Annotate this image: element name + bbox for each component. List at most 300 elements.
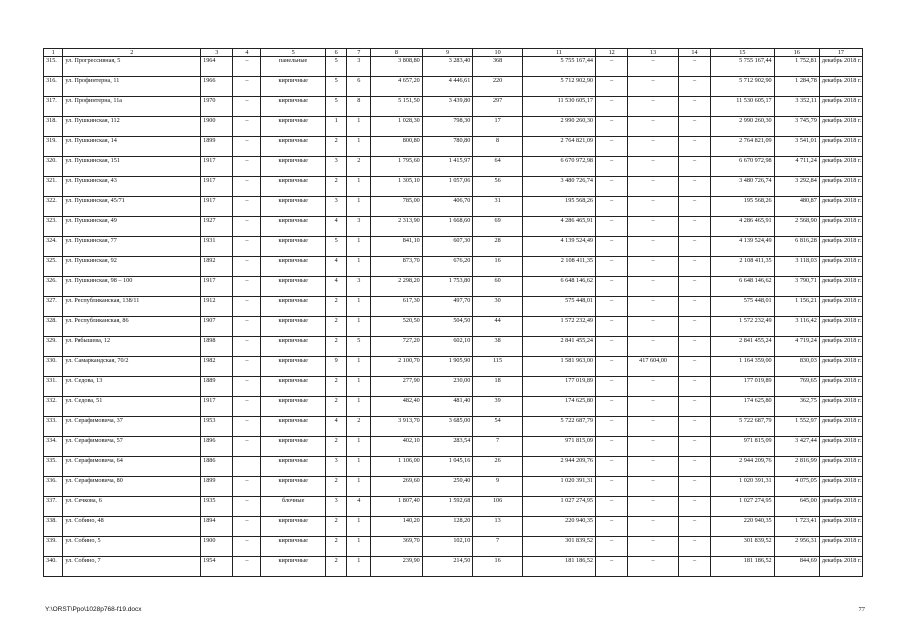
table-cell: декабрь 2018 г. xyxy=(819,277,862,297)
table-cell: 4 xyxy=(325,277,347,297)
table-cell: – xyxy=(678,477,710,497)
table-cell: декабрь 2018 г. xyxy=(819,537,862,557)
table-cell: 5 755 167,44 xyxy=(522,57,595,77)
table-cell: – xyxy=(628,297,679,317)
table-cell: – xyxy=(596,237,628,257)
table-cell: 4 075,05 xyxy=(774,477,819,497)
table-cell: 2 xyxy=(325,517,347,537)
table-row xyxy=(44,397,863,417)
table-cell: 2 xyxy=(325,137,347,157)
table-row xyxy=(44,137,863,157)
table-cell: 3 439,80 xyxy=(422,97,473,117)
table-cell: 1 xyxy=(325,117,347,137)
table-cell: ул. Сечкова, 6 xyxy=(63,497,201,517)
table-cell: – xyxy=(596,417,628,437)
table-cell: 1927 xyxy=(201,217,233,237)
table-cell: 5 755 167,44 xyxy=(711,57,774,77)
table-cell: 1 057,06 xyxy=(422,177,473,197)
table-cell: – xyxy=(678,517,710,537)
table-cell: 56 xyxy=(473,177,523,197)
table-cell: декабрь 2018 г. xyxy=(819,297,862,317)
table-body xyxy=(44,49,863,577)
table-cell: 28 xyxy=(473,237,523,257)
table-cell: – xyxy=(233,477,261,497)
table-cell: 128,20 xyxy=(422,517,473,537)
table-cell: 16 xyxy=(473,557,523,577)
table-cell: – xyxy=(233,237,261,257)
table-cell: 2 xyxy=(325,537,347,557)
table-cell: – xyxy=(596,437,628,457)
table-cell: кирпичные xyxy=(261,197,326,217)
table-cell: – xyxy=(596,397,628,417)
table-cell: ул. Пушкинская, 151 xyxy=(63,157,201,177)
table-cell: 480,87 xyxy=(774,197,819,217)
table-cell: ул. Серафимовича, 80 xyxy=(63,477,201,497)
table-row xyxy=(44,97,863,117)
table-cell: 1 xyxy=(347,437,371,457)
table-cell: 214,50 xyxy=(422,557,473,577)
table-cell: 1 723,41 xyxy=(774,517,819,537)
table-cell: декабрь 2018 г. xyxy=(819,317,862,337)
table-cell: декабрь 2018 г. xyxy=(819,557,862,577)
table-cell: 1899 xyxy=(201,137,233,157)
table-cell: 1 xyxy=(347,357,371,377)
table-cell: 780,80 xyxy=(422,137,473,157)
table-cell: 1 552,97 xyxy=(774,417,819,437)
table-cell: – xyxy=(678,397,710,417)
table-cell: 617,30 xyxy=(371,297,423,317)
table-cell: – xyxy=(678,157,710,177)
table-row xyxy=(44,297,863,317)
column-header: 14 xyxy=(678,49,710,57)
table-cell: 140,20 xyxy=(371,517,423,537)
table-row xyxy=(44,197,863,217)
table-cell: 1 905,90 xyxy=(422,357,473,377)
table-cell: – xyxy=(678,337,710,357)
table-cell: 13 xyxy=(473,517,523,537)
table-cell: 2 108 411,35 xyxy=(522,257,595,277)
table-cell: 277,90 xyxy=(371,377,423,397)
table-cell: ул. Собино, 48 xyxy=(63,517,201,537)
table-cell: 340. xyxy=(44,557,63,577)
table-cell: 1953 xyxy=(201,417,233,437)
table-cell: 337. xyxy=(44,497,63,517)
table-cell: 2 764 821,09 xyxy=(522,137,595,157)
table-cell: – xyxy=(596,217,628,237)
table-cell: декабрь 2018 г. xyxy=(819,457,862,477)
table-cell: 3 790,71 xyxy=(774,277,819,297)
table-cell: – xyxy=(596,77,628,97)
table-row xyxy=(44,177,863,197)
table-cell: 482,40 xyxy=(371,397,423,417)
table-cell: – xyxy=(596,497,628,517)
table-cell: декабрь 2018 г. xyxy=(819,357,862,377)
table-cell: декабрь 2018 г. xyxy=(819,497,862,517)
table-cell: 320. xyxy=(44,157,63,177)
table-cell: ул. Пушкинская, 43 xyxy=(63,177,201,197)
table-cell: 195 568,26 xyxy=(711,197,774,217)
table-cell: 5 xyxy=(325,97,347,117)
table-cell: 334. xyxy=(44,437,63,457)
table-cell: 4 xyxy=(347,497,371,517)
table-cell: 1 xyxy=(347,477,371,497)
table-cell: кирпичные xyxy=(261,117,326,137)
table-cell: кирпичные xyxy=(261,417,326,437)
table-cell: 575 448,01 xyxy=(711,297,774,317)
table-row xyxy=(44,117,863,137)
table-cell: 1912 xyxy=(201,297,233,317)
table-cell: 338. xyxy=(44,517,63,537)
table-cell: – xyxy=(678,497,710,517)
table-row xyxy=(44,477,863,497)
table-cell: – xyxy=(233,297,261,317)
table-cell: кирпичные xyxy=(261,317,326,337)
table-cell: – xyxy=(233,97,261,117)
table-cell: декабрь 2018 г. xyxy=(819,417,862,437)
table-cell: 1 027 274,95 xyxy=(711,497,774,517)
table-cell: – xyxy=(678,57,710,77)
column-header: 7 xyxy=(347,49,371,57)
table-cell: – xyxy=(678,377,710,397)
table-cell: 297 xyxy=(473,97,523,117)
table-row xyxy=(44,557,863,577)
table-cell: кирпичные xyxy=(261,397,326,417)
table-cell: 1 xyxy=(347,177,371,197)
table-cell: ул. Самаркандская, 70/2 xyxy=(63,357,201,377)
table-cell: 5 xyxy=(325,57,347,77)
table-cell: 3 292,84 xyxy=(774,177,819,197)
table-cell: 1 668,60 xyxy=(422,217,473,237)
table-cell: 31 xyxy=(473,197,523,217)
table-cell: 2 108 411,35 xyxy=(711,257,774,277)
table-cell: декабрь 2018 г. xyxy=(819,237,862,257)
table-cell: 329. xyxy=(44,337,63,357)
table-row xyxy=(44,217,863,237)
table-cell: декабрь 2018 г. xyxy=(819,517,862,537)
table-cell: 332. xyxy=(44,397,63,417)
table-cell: 6 816,28 xyxy=(774,237,819,257)
table-cell: 9 xyxy=(325,357,347,377)
table-cell: декабрь 2018 г. xyxy=(819,197,862,217)
document-path: Y:\ORST\Ppo\1028p768-f19.docx xyxy=(45,606,142,613)
table-cell: 2 841 455,24 xyxy=(711,337,774,357)
table-cell: – xyxy=(233,497,261,517)
table-cell: 2 944 209,76 xyxy=(522,457,595,477)
table-cell: – xyxy=(678,417,710,437)
table-cell: – xyxy=(678,117,710,137)
table-cell: ул. Прогрессивная, 5 xyxy=(63,57,201,77)
table-cell: 177 019,89 xyxy=(711,377,774,397)
table-cell: 800,80 xyxy=(371,137,423,157)
table-cell: 1 xyxy=(347,377,371,397)
table-cell: 406,70 xyxy=(422,197,473,217)
table-cell: кирпичные xyxy=(261,337,326,357)
table-cell: 727,20 xyxy=(371,337,423,357)
table-cell: 873,70 xyxy=(371,257,423,277)
table-cell: 4 657,20 xyxy=(371,77,423,97)
table-cell: – xyxy=(233,77,261,97)
table-cell: 2 764 821,09 xyxy=(711,137,774,157)
table-cell: 3 352,11 xyxy=(774,97,819,117)
table-cell: 38 xyxy=(473,337,523,357)
table-cell: 2 xyxy=(347,417,371,437)
table-cell: 1 xyxy=(347,257,371,277)
table-cell: 417 604,00 xyxy=(628,357,679,377)
table-cell: кирпичные xyxy=(261,257,326,277)
table-cell: 11 530 605,17 xyxy=(711,97,774,117)
table-cell: декабрь 2018 г. xyxy=(819,377,862,397)
table-cell: – xyxy=(678,217,710,237)
table-cell: – xyxy=(628,417,679,437)
table-cell: 1 164 359,00 xyxy=(711,357,774,377)
table-cell: – xyxy=(628,517,679,537)
table-cell: 5 722 687,79 xyxy=(711,417,774,437)
table-cell: 316. xyxy=(44,77,63,97)
table-cell: 1889 xyxy=(201,377,233,397)
table-cell: 2 956,31 xyxy=(774,537,819,557)
table-cell: 7 xyxy=(473,537,523,557)
table-cell: декабрь 2018 г. xyxy=(819,477,862,497)
table-cell: – xyxy=(233,177,261,197)
table-cell: 362,75 xyxy=(774,397,819,417)
table-row xyxy=(44,377,863,397)
table-cell: – xyxy=(233,537,261,557)
table-cell: 1896 xyxy=(201,437,233,457)
table-cell: кирпичные xyxy=(261,177,326,197)
table-cell: – xyxy=(596,457,628,477)
table-cell: – xyxy=(233,377,261,397)
table-cell: 575 448,01 xyxy=(522,297,595,317)
table-row xyxy=(44,417,863,437)
column-header: 3 xyxy=(201,49,233,57)
table-cell: 2 xyxy=(325,437,347,457)
table-cell: 2 990 260,30 xyxy=(711,117,774,137)
table-cell: 1982 xyxy=(201,357,233,377)
table-row xyxy=(44,437,863,457)
table-cell: декабрь 2018 г. xyxy=(819,157,862,177)
table-cell: – xyxy=(678,97,710,117)
table-cell: 971 815,09 xyxy=(711,437,774,457)
table-cell: 283,54 xyxy=(422,437,473,457)
table-cell: 1964 xyxy=(201,57,233,77)
table-cell: 1 581 963,00 xyxy=(522,357,595,377)
table-cell: – xyxy=(628,457,679,477)
table-cell: ул. Собино, 7 xyxy=(63,557,201,577)
table-cell: ул. Пушкинская, 45/71 xyxy=(63,197,201,217)
table-cell: 481,40 xyxy=(422,397,473,417)
table-cell: – xyxy=(596,137,628,157)
table-cell: – xyxy=(233,57,261,77)
table-cell: – xyxy=(628,77,679,97)
table-cell: кирпичные xyxy=(261,477,326,497)
table-cell: 3 xyxy=(325,157,347,177)
table-cell: ул. Седова, 51 xyxy=(63,397,201,417)
table-cell: – xyxy=(233,357,261,377)
table-cell: кирпичные xyxy=(261,357,326,377)
table-cell: декабрь 2018 г. xyxy=(819,137,862,157)
table-cell: 3 xyxy=(325,197,347,217)
table-cell: – xyxy=(628,377,679,397)
table-cell: 3 xyxy=(325,457,347,477)
table-cell: 335. xyxy=(44,457,63,477)
table-cell: – xyxy=(678,277,710,297)
table-cell: 520,50 xyxy=(371,317,423,337)
table-row xyxy=(44,317,863,337)
table-cell: 1 xyxy=(347,117,371,137)
table-cell: – xyxy=(628,97,679,117)
table-cell: декабрь 2018 г. xyxy=(819,177,862,197)
table-cell: 1 156,21 xyxy=(774,297,819,317)
table-cell: 1 284,78 xyxy=(774,77,819,97)
table-cell: 181 186,52 xyxy=(522,557,595,577)
table-cell: 1 305,10 xyxy=(371,177,423,197)
table-cell: 1898 xyxy=(201,337,233,357)
table-cell: 39 xyxy=(473,397,523,417)
table-cell: – xyxy=(678,357,710,377)
table-cell: 368 xyxy=(473,57,523,77)
table-cell: 497,70 xyxy=(422,297,473,317)
table-cell: 269,60 xyxy=(371,477,423,497)
table-cell: 3 427,44 xyxy=(774,437,819,457)
table-cell: декабрь 2018 г. xyxy=(819,397,862,417)
column-header: 15 xyxy=(711,49,774,57)
table-cell: кирпичные xyxy=(261,517,326,537)
table-row xyxy=(44,497,863,517)
table-cell: 2 990 260,30 xyxy=(522,117,595,137)
table-cell: ул. Пушкинская, 98 – 100 xyxy=(63,277,201,297)
table-cell: – xyxy=(233,217,261,237)
table-cell: 331. xyxy=(44,377,63,397)
table-cell: 3 283,40 xyxy=(422,57,473,77)
table-cell: 230,00 xyxy=(422,377,473,397)
table-cell: – xyxy=(678,297,710,317)
table-cell: 6 648 146,62 xyxy=(522,277,595,297)
column-header: 17 xyxy=(819,49,862,57)
table-cell: декабрь 2018 г. xyxy=(819,97,862,117)
table-cell: – xyxy=(596,377,628,397)
table-cell: 1954 xyxy=(201,557,233,577)
table-cell: 2 841 455,24 xyxy=(522,337,595,357)
column-header: 8 xyxy=(371,49,423,57)
table-cell: 1931 xyxy=(201,237,233,257)
table-cell: декабрь 2018 г. xyxy=(819,217,862,237)
table-cell: декабрь 2018 г. xyxy=(819,257,862,277)
table-cell: – xyxy=(628,557,679,577)
table-cell: 326. xyxy=(44,277,63,297)
table-cell: 1917 xyxy=(201,397,233,417)
table-cell: 3 480 726,74 xyxy=(522,177,595,197)
table-cell: кирпичные xyxy=(261,97,326,117)
table-cell: 1 106,00 xyxy=(371,457,423,477)
table-cell: – xyxy=(233,417,261,437)
housing-table xyxy=(43,48,863,577)
table-cell: – xyxy=(628,337,679,357)
table-cell: 6 xyxy=(347,77,371,97)
table-cell: 26 xyxy=(473,457,523,477)
table-cell: 3 116,42 xyxy=(774,317,819,337)
table-cell: – xyxy=(678,557,710,577)
table-cell: – xyxy=(596,157,628,177)
table-cell: – xyxy=(628,257,679,277)
table-cell: ул. Республиканская, 86 xyxy=(63,317,201,337)
table-cell: 301 839,52 xyxy=(522,537,595,557)
table-cell: 69 xyxy=(473,217,523,237)
table-cell: 4 xyxy=(325,257,347,277)
table-cell: – xyxy=(678,317,710,337)
table-cell: 1894 xyxy=(201,517,233,537)
table-cell: 18 xyxy=(473,377,523,397)
table-cell: 239,90 xyxy=(371,557,423,577)
table-cell: 64 xyxy=(473,157,523,177)
table-cell: 402,10 xyxy=(371,437,423,457)
table-cell: 1 572 232,49 xyxy=(711,317,774,337)
table-cell: – xyxy=(628,197,679,217)
table-cell: 1886 xyxy=(201,457,233,477)
table-cell: 2 298,20 xyxy=(371,277,423,297)
table-row xyxy=(44,257,863,277)
table-cell: 317. xyxy=(44,97,63,117)
table-cell: – xyxy=(628,277,679,297)
table-cell: 1 807,40 xyxy=(371,497,423,517)
table-cell: 2 816,99 xyxy=(774,457,819,477)
column-header: 9 xyxy=(422,49,473,57)
table-cell xyxy=(233,457,261,477)
table-cell: 1 795,60 xyxy=(371,157,423,177)
column-header: 4 xyxy=(233,49,261,57)
table-cell: 325. xyxy=(44,257,63,277)
column-header: 6 xyxy=(325,49,347,57)
table-cell: 369,70 xyxy=(371,537,423,557)
table-cell: декабрь 2018 г. xyxy=(819,117,862,137)
column-header: 10 xyxy=(473,49,523,57)
table-cell: 2 xyxy=(325,317,347,337)
table-cell: – xyxy=(596,537,628,557)
table-cell: – xyxy=(628,537,679,557)
table-cell: – xyxy=(628,237,679,257)
table-cell: 3 xyxy=(347,217,371,237)
table-cell: 321. xyxy=(44,177,63,197)
table-cell: – xyxy=(628,57,679,77)
table-cell: – xyxy=(233,137,261,157)
table-cell: 3 541,01 xyxy=(774,137,819,157)
table-cell: 1 xyxy=(347,317,371,337)
table-cell: ул. Пушкинская, 112 xyxy=(63,117,201,137)
table-cell: 3 685,00 xyxy=(422,417,473,437)
table-cell: – xyxy=(628,217,679,237)
table-cell: 174 625,80 xyxy=(522,397,595,417)
table-cell: – xyxy=(233,317,261,337)
table-cell: 4 286 465,91 xyxy=(711,217,774,237)
table-cell: 1 020 391,31 xyxy=(711,477,774,497)
table-cell: 8 xyxy=(473,137,523,157)
table-cell: 174 625,80 xyxy=(711,397,774,417)
table-cell: 323. xyxy=(44,217,63,237)
table-cell: 4 446,61 xyxy=(422,77,473,97)
table-cell: 1 572 232,49 xyxy=(522,317,595,337)
table-cell: ул. Профинтерна, 11а xyxy=(63,97,201,117)
table-cell: 1966 xyxy=(201,77,233,97)
table-cell: ул. Собино, 5 xyxy=(63,537,201,557)
table-cell: – xyxy=(233,517,261,537)
table-cell: 769,65 xyxy=(774,377,819,397)
table-cell: ул. Пушкинская, 77 xyxy=(63,237,201,257)
table-cell: – xyxy=(233,157,261,177)
table-cell: 1 xyxy=(347,397,371,417)
table-cell: 195 568,26 xyxy=(522,197,595,217)
table-cell: 830,03 xyxy=(774,357,819,377)
table-cell: ул. Серафимовича, 64 xyxy=(63,457,201,477)
table-cell: 841,10 xyxy=(371,237,423,257)
